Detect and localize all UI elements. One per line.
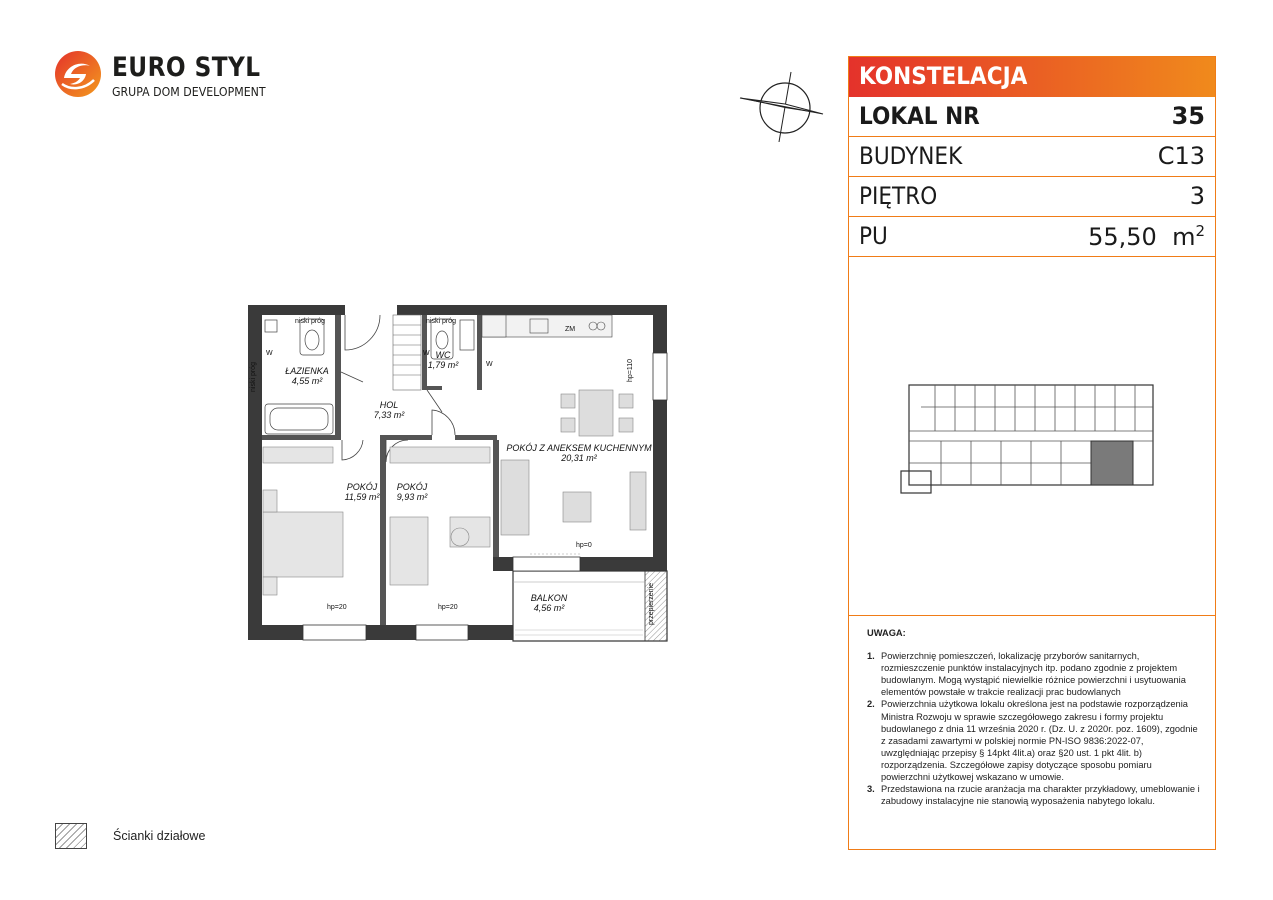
note-item <box>867 698 1203 783</box>
building-key-plan <box>891 379 1161 499</box>
room-living-kitchen: POKÓJ Z ANEKSEM KUCHENNYM 20,31 m² <box>506 443 652 463</box>
row-label: PU <box>859 222 888 250</box>
row-value <box>1088 222 1205 251</box>
annotation-niski-prog-2: niski próg <box>426 318 456 325</box>
annotation-w-3: W <box>423 350 430 357</box>
brand-logo <box>54 50 284 102</box>
note-text: Powierzchnię pomieszczeń, lokalizację przyborów sanitarnych, rozmieszczenie punktów instalacyjnych itp. podano zgodnie z projektem budowlanym. Mogą wystąpić niewielkie różnice powierzchni i usytuowania elementów powstałe w trakcie realizacji prac budowlanych <box>881 651 1186 698</box>
note-item <box>867 783 1203 807</box>
notes-title: UWAGA: <box>867 628 906 638</box>
row-pietro <box>849 177 1215 217</box>
note-text: Przedstawiona na rzucie aranżacja ma charakter przykładowy, umeblowanie i zabudowy instalacyjne nie stanowią wyposażenia nabytego lokalu. <box>881 784 1200 807</box>
annotation-hp110: hp=110 <box>627 358 634 382</box>
room-balkon: BALKON 4,56 m² <box>530 593 568 613</box>
brand-subtitle: GRUPA DOM DEVELOPMENT <box>112 84 266 99</box>
apartment-info-panel <box>848 56 1216 850</box>
annotation-przepierzenie: przepierzenie <box>648 582 655 625</box>
row-label: LOKAL NR <box>859 102 980 130</box>
note-item <box>867 650 1203 698</box>
annotation-hp20-a: hp=20 <box>327 604 347 611</box>
north-arrow-icon <box>738 70 830 142</box>
room-wc: WC 1,79 m² <box>427 350 459 370</box>
row-value: C13 <box>1157 142 1205 170</box>
note-number: 1. <box>867 651 875 662</box>
investment-header <box>849 57 1215 97</box>
row-value: 3 <box>1189 182 1205 210</box>
investment-name: KONSTELACJA <box>859 62 1028 90</box>
annotation-zm: ZM <box>565 326 576 333</box>
row-label: BUDYNEK <box>859 142 963 170</box>
annotation-w-1: W <box>266 350 273 357</box>
euro-styl-logo-icon <box>54 50 102 98</box>
brand-name: EURO STYL <box>112 52 261 83</box>
notes-section <box>867 627 1203 807</box>
floor-plan <box>245 302 675 647</box>
row-pu <box>849 217 1215 257</box>
row-label: PIĘTRO <box>859 182 938 210</box>
annotation-hp0: hp=0 <box>576 542 592 549</box>
note-number: 2. <box>867 699 875 710</box>
pu-unit-sup: 2 <box>1195 222 1205 240</box>
room-pokoj-2: POKÓJ 9,93 m² <box>396 482 428 502</box>
room-lazienka: ŁAZIENKA 4,55 m² <box>285 366 329 386</box>
annotation-niski-prog-3: niski próg <box>250 362 257 392</box>
row-lokal <box>849 97 1215 137</box>
legend-label: Ścianki działowe <box>113 829 206 843</box>
note-number: 3. <box>867 784 875 795</box>
annotation-w-2: W <box>486 361 493 368</box>
annotation-hp20-b: hp=20 <box>438 604 458 611</box>
pu-value: 55,50 <box>1088 223 1157 251</box>
row-value: 35 <box>1171 102 1205 130</box>
room-hol: HOL 7,33 m² <box>373 400 405 420</box>
highlighted-apartment <box>1091 441 1133 485</box>
room-pokoj-1: POKÓJ 11,59 m² <box>344 482 380 502</box>
row-budynek <box>849 137 1215 177</box>
note-text: Powierzchnia użytkowa lokalu określona jest na podstawie rozporządzenia Ministra Rozwoju w sprawie szczegółowego zakresu i formy projektu budowlanego z dnia 11 września 2020 r. (Dz. U. z 2020r. poz. 1609), zgodnie z zasadami zawartymi w polskiej normie PN-ISO 9836:2022-07, uwzględniając przepisy § 14pkt 4lit.a) oraz §20 ust. 1 pkt 4lit. b) rozporządzenia. Szczegółowe zapisy dotyczące sposobu pomiaru powierzchni użytkowej wskazano w umowie. <box>881 699 1198 783</box>
panel-divider <box>849 615 1215 616</box>
annotation-niski-prog-1: niski próg <box>295 318 325 325</box>
pu-unit: m <box>1172 223 1196 251</box>
partition-wall-swatch <box>55 823 87 849</box>
